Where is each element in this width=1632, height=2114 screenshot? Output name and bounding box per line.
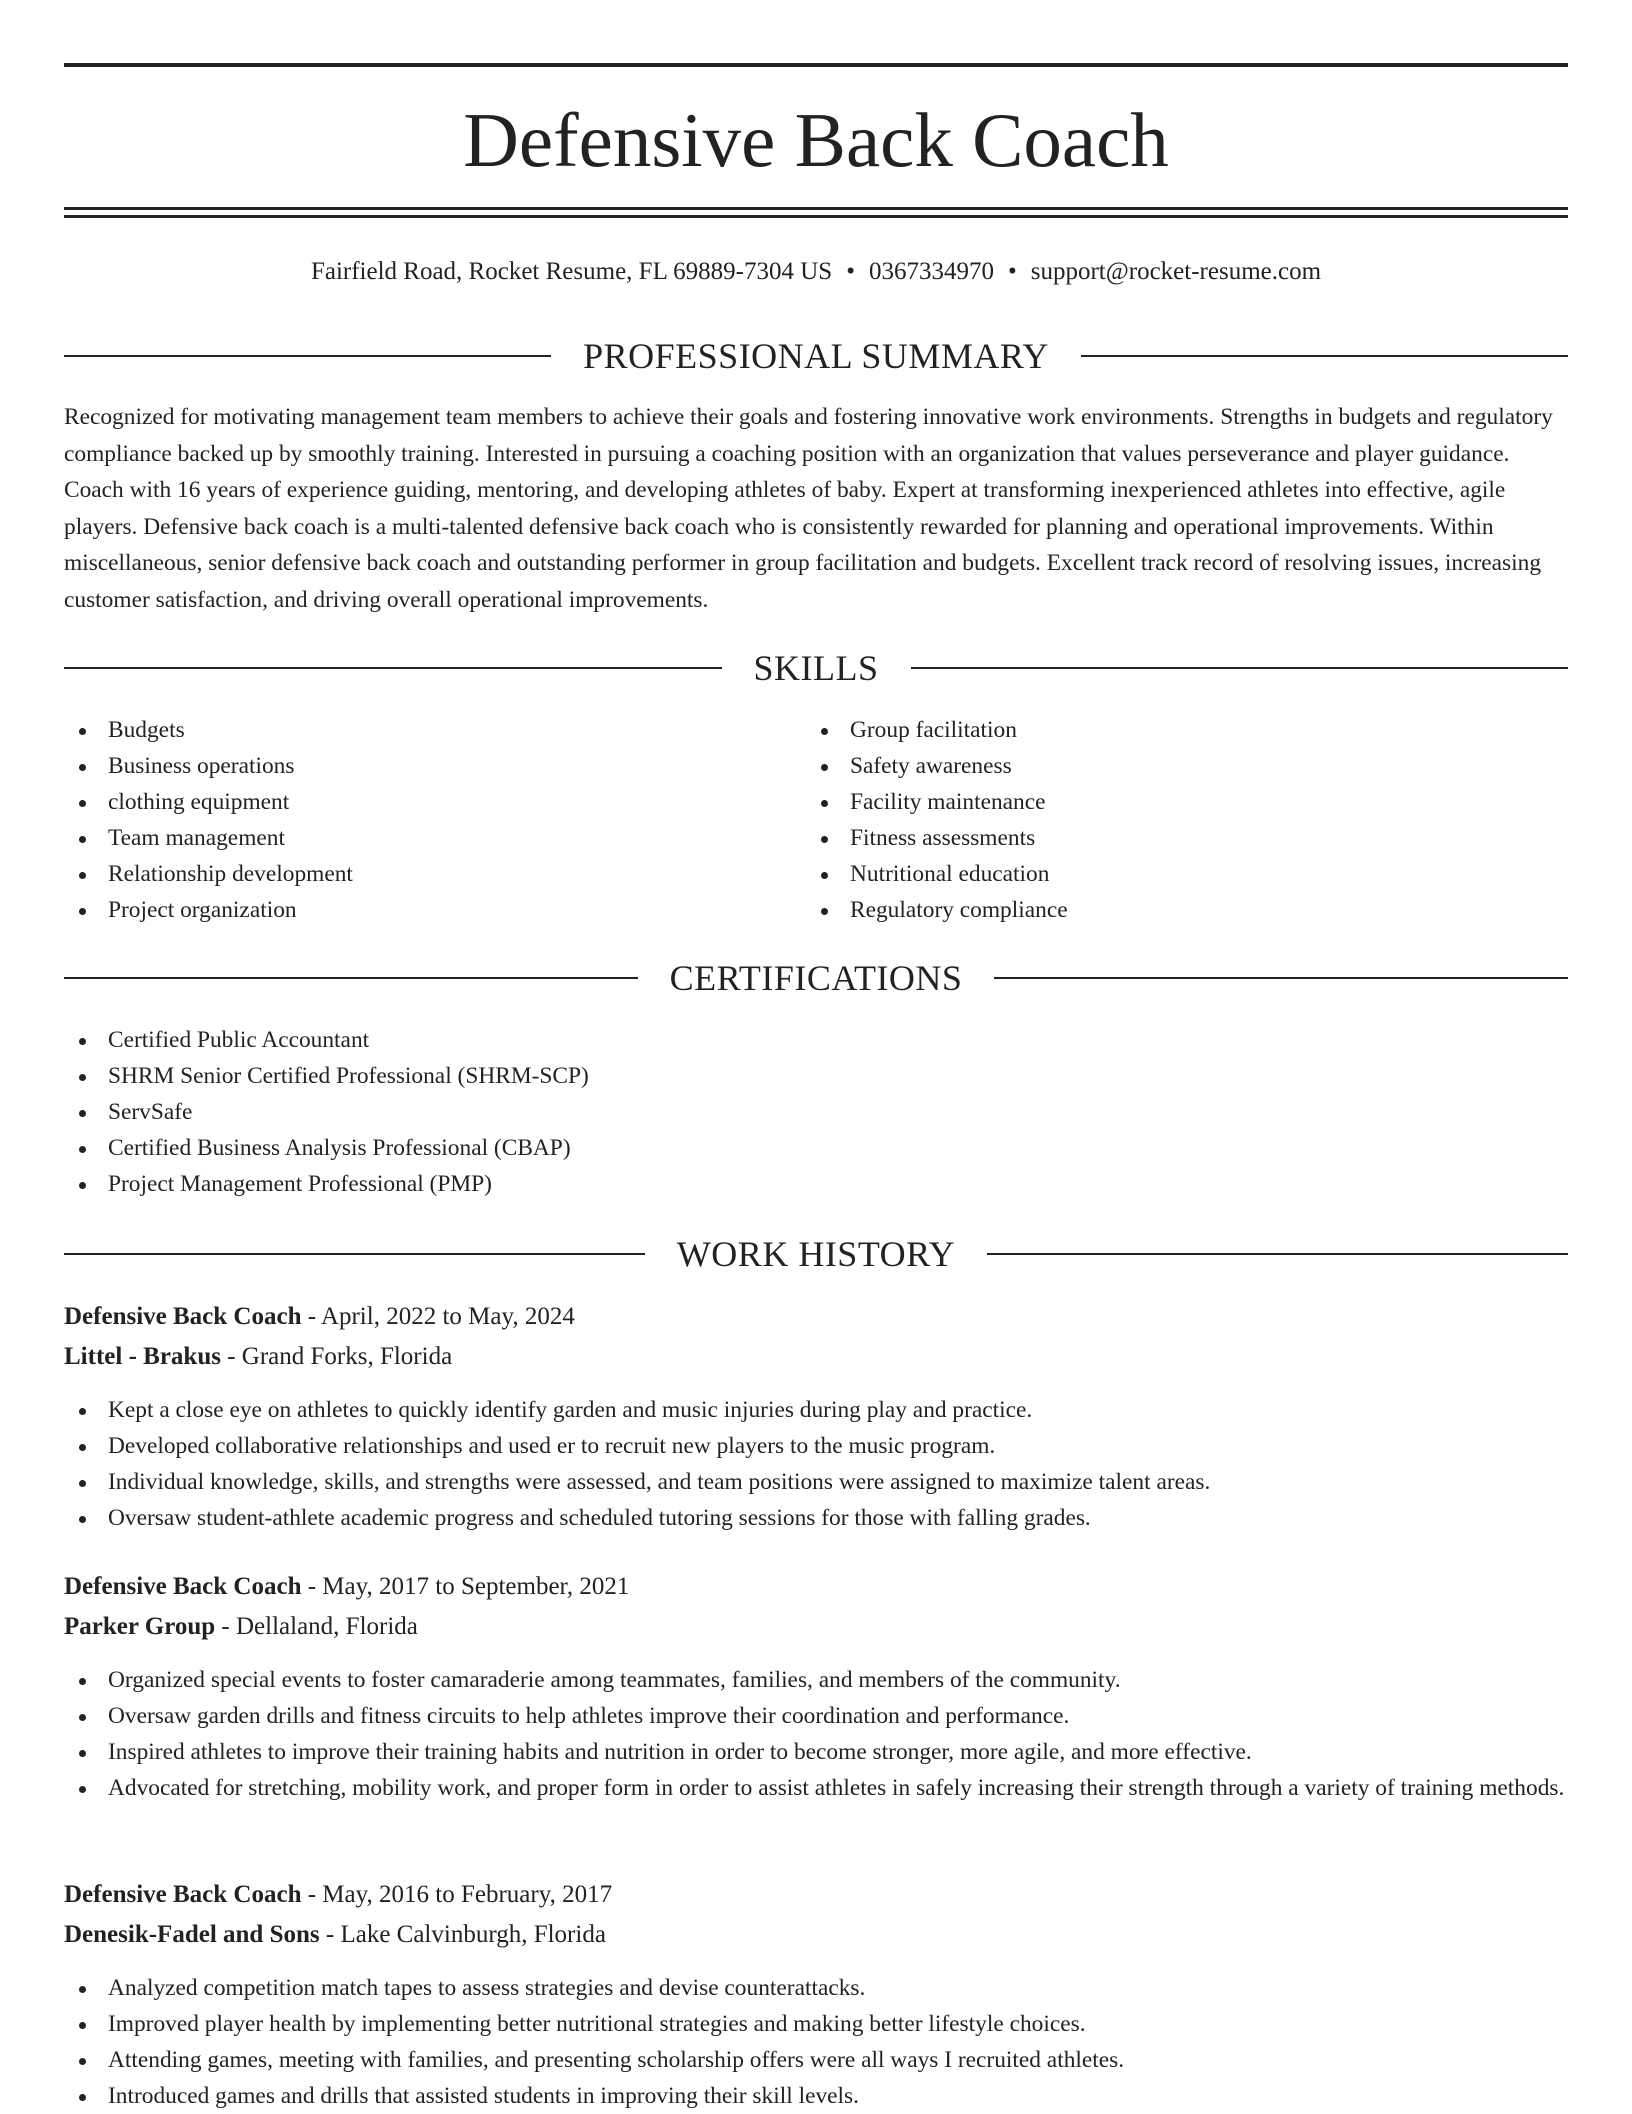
- certification-item: Certified Public Accountant: [64, 1022, 1568, 1058]
- job-bullet: Advocated for stretching, mobility work, and proper form in order to assist athletes in safely increasing their strength through a variety of training methods.: [64, 1770, 1568, 1806]
- skill-item: Safety awareness: [806, 748, 1546, 784]
- job-bullets: [64, 1662, 1568, 1806]
- title-double-rule-upper: [64, 207, 1568, 210]
- resume-name: Defensive Back Coach: [463, 97, 1169, 183]
- skill-item: Business operations: [64, 748, 804, 784]
- contact-email: support@rocket-resume.com: [1030, 258, 1322, 285]
- job-bullets: [64, 1970, 1568, 2114]
- heading-rule-left: [64, 667, 722, 669]
- certification-item: Certified Business Analysis Professional (CBAP): [64, 1130, 1568, 1166]
- section-heading-label: WORK HISTORY: [676, 1234, 956, 1274]
- heading-rule-right: [987, 1253, 1568, 1255]
- job-bullet: Analyzed competition match tapes to assess strategies and devise counterattacks.: [64, 1970, 1568, 2006]
- contact-address: Fairfield Road, Rocket Resume, FL 69889-7304 US: [310, 258, 833, 285]
- skill-item: Budgets: [64, 712, 804, 748]
- job-company: Parker Group: [64, 1613, 216, 1640]
- job-company-line: [64, 1340, 1568, 1374]
- job-bullet: Organized special events to foster camaraderie among teammates, families, and members of the community.: [64, 1662, 1568, 1698]
- heading-rule-right: [994, 977, 1568, 979]
- job-bullets: [64, 1392, 1568, 1536]
- job-title: Defensive Back Coach: [64, 1303, 302, 1330]
- job-location: - Dellaland, Florida: [215, 1613, 418, 1640]
- contact-line: [64, 256, 1568, 288]
- job-bullet: Kept a close eye on athletes to quickly identify garden and music injuries during play and practice.: [64, 1392, 1568, 1428]
- section-heading-label: PROFESSIONAL SUMMARY: [583, 336, 1049, 376]
- job-dates: - April, 2022 to May, 2024: [301, 1303, 575, 1330]
- skills-list-left: [64, 712, 804, 928]
- job-company-line: [64, 1918, 1568, 1952]
- job-bullet: Improved player health by implementing better nutritional strategies and making better lifestyle choices.: [64, 2006, 1568, 2042]
- skill-item: Group facilitation: [806, 712, 1546, 748]
- section-heading-work-history: [64, 1232, 1568, 1276]
- heading-rule-right: [1081, 355, 1568, 357]
- skill-item: Project organization: [64, 892, 804, 928]
- job-company: Littel - Brakus: [64, 1343, 221, 1370]
- skill-item: Fitness assessments: [806, 820, 1546, 856]
- section-heading-skills: [64, 646, 1568, 690]
- job-bullet: Inspired athletes to improve their training habits and nutrition in order to become stronger, more agile, and more effective.: [64, 1734, 1568, 1770]
- heading-rule-left: [64, 355, 551, 357]
- heading-rule-right: [911, 667, 1569, 669]
- heading-rule-left: [64, 977, 638, 979]
- skill-item: Facility maintenance: [806, 784, 1546, 820]
- section-heading-label: SKILLS: [753, 648, 879, 688]
- job-title-line: [64, 1878, 1568, 1912]
- contact-separator: •: [1007, 258, 1017, 285]
- job-title-line: [64, 1300, 1568, 1334]
- certification-item: Project Management Professional (PMP): [64, 1166, 1568, 1202]
- skill-item: Nutritional education: [806, 856, 1546, 892]
- job-title: Defensive Back Coach: [64, 1573, 302, 1600]
- certification-item: ServSafe: [64, 1094, 1568, 1130]
- job-title-line: [64, 1570, 1568, 1604]
- contact-separator: •: [846, 258, 855, 285]
- job-dates: - May, 2016 to February, 2017: [301, 1881, 613, 1908]
- section-heading-label: CERTIFICATIONS: [669, 958, 963, 998]
- job-bullet: Developed collaborative relationships and used er to recruit new players to the music program.: [64, 1428, 1568, 1464]
- top-rule: [64, 63, 1568, 67]
- job-title: Defensive Back Coach: [64, 1881, 302, 1908]
- job-location: - Grand Forks, Florida: [220, 1343, 453, 1370]
- job-bullet: Oversaw student-athlete academic progress and scheduled tutoring sessions for those with falling grades.: [64, 1500, 1568, 1536]
- skill-item: clothing equipment: [64, 784, 804, 820]
- job-dates: - May, 2017 to September, 2021: [301, 1573, 630, 1600]
- job-bullet: Introduced games and drills that assisted students in improving their skill levels.: [64, 2078, 1568, 2114]
- section-heading-summary: [64, 334, 1568, 378]
- job-bullet: Attending games, meeting with families, and presenting scholarship offers were all ways I recruited athletes.: [64, 2042, 1568, 2078]
- job-company-line: [64, 1610, 1568, 1644]
- skill-item: Regulatory compliance: [806, 892, 1546, 928]
- job-location: - Lake Calvinburgh, Florida: [319, 1921, 606, 1948]
- job-bullet: Oversaw garden drills and fitness circuits to help athletes improve their coordination and performance.: [64, 1698, 1568, 1734]
- job-bullet: Individual knowledge, skills, and strengths were assessed, and team positions were assigned to maximize talent areas.: [64, 1464, 1568, 1500]
- title-double-rule-lower: [64, 215, 1568, 218]
- certifications-list: [64, 1022, 1568, 1202]
- certification-item: SHRM Senior Certified Professional (SHRM-SCP): [64, 1058, 1568, 1094]
- summary-paragraph: Recognized for motivating management team members to achieve their goals and fostering innovative work environments. Strengths in budgets and regulatory compliance backed up by smoothly training. Interested in pursuing a coaching position with an organization that values perseverance and player guidance. Coach with 16 years of experience guiding, mentoring, and developing athletes of baby. Expert at transforming inexperienced athletes into effective, agile players. Defensive back coach is a multi-talented defensive back coach who is consistently rewarded for planning and operational improvements. Within miscellaneous, senior defensive back coach and outstanding performer in group facilitation and budgets. Excellent track record of resolving issues, increasing customer satisfaction, and driving overall operational improvements.: [64, 404, 1553, 613]
- heading-rule-left: [64, 1253, 645, 1255]
- skill-item: Team management: [64, 820, 804, 856]
- job-company: Denesik-Fadel and Sons: [64, 1921, 320, 1948]
- skill-item: Relationship development: [64, 856, 804, 892]
- contact-phone: 0367334970: [868, 258, 994, 285]
- skills-list-right: [806, 712, 1546, 928]
- section-heading-certifications: [64, 956, 1568, 1000]
